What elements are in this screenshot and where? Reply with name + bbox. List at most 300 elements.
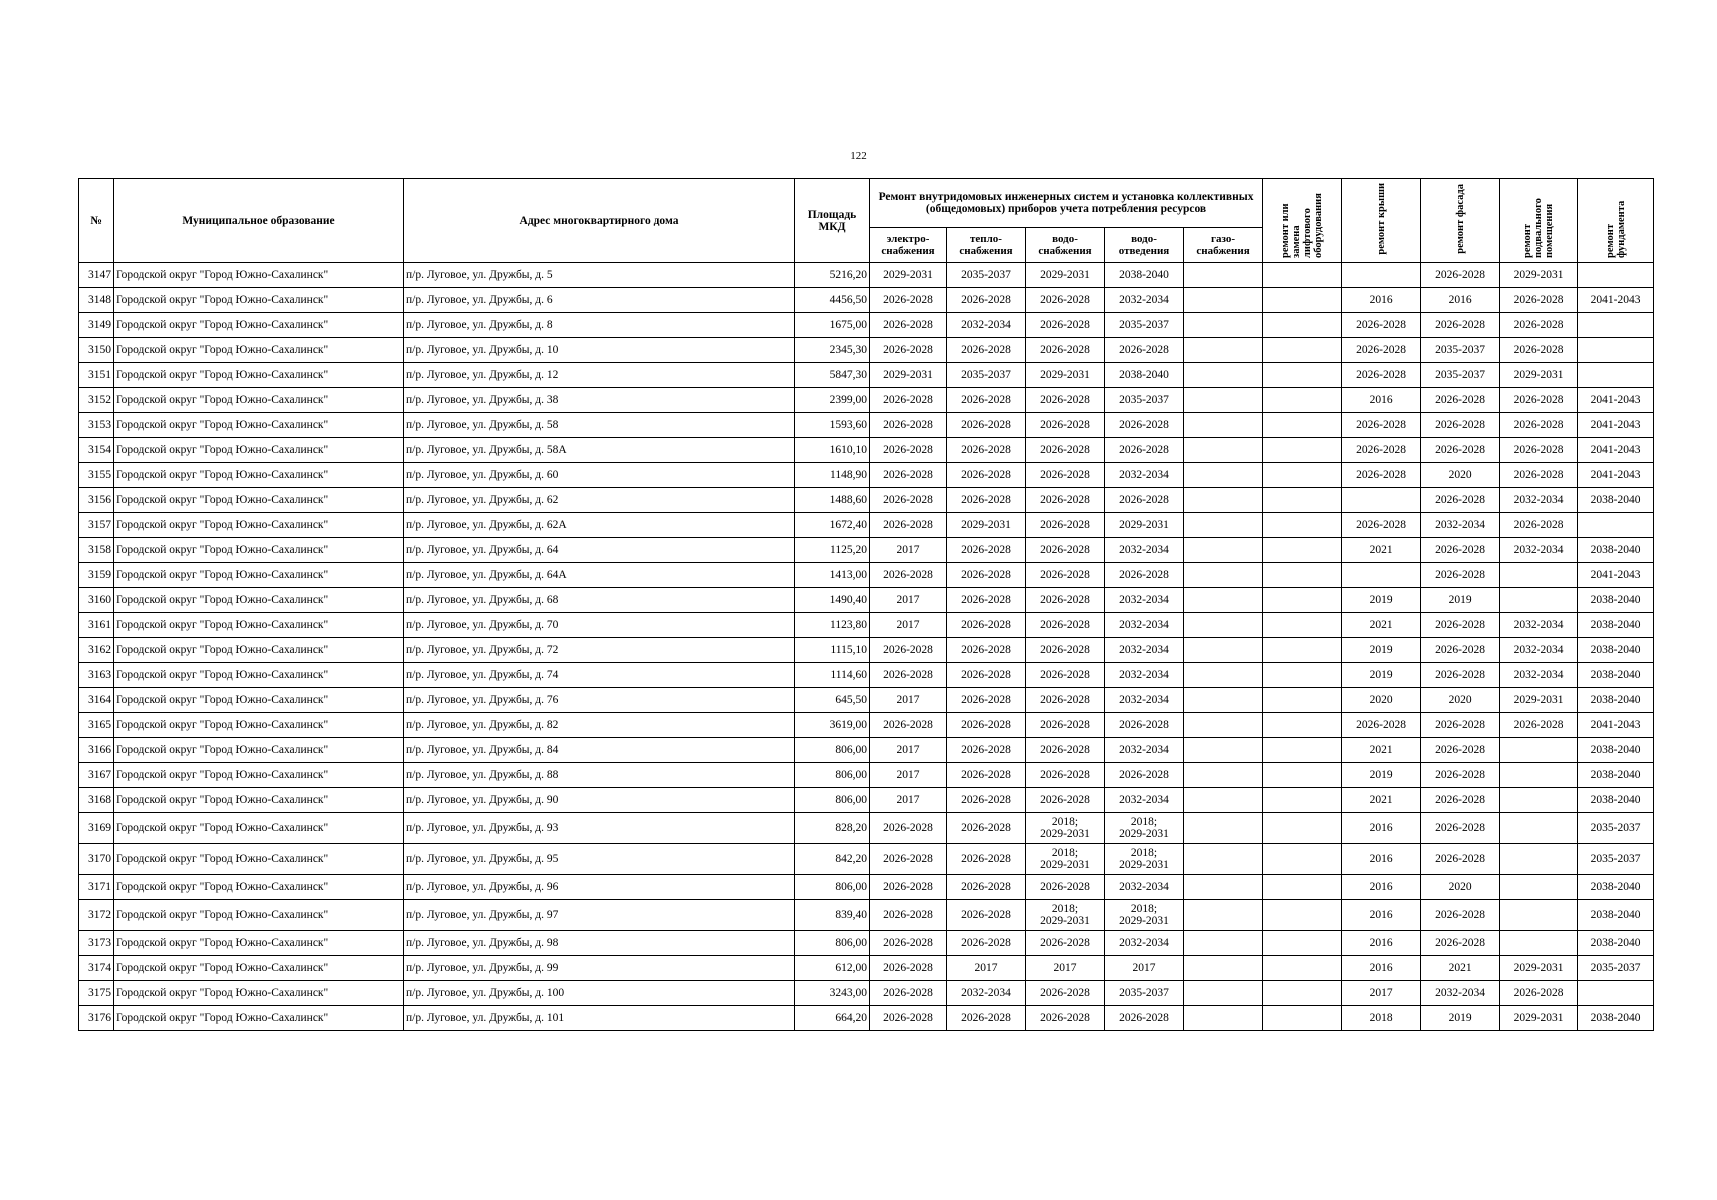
municipality-cell: Городской округ "Город Южно-Сахалинск" [114,588,404,613]
gas-cell [1184,813,1263,844]
heat-cell: 2026-2028 [947,438,1026,463]
table-row [79,813,1654,844]
municipality-cell: Городской округ "Город Южно-Сахалинск" [114,900,404,931]
address-cell: п/р. Луговое, ул. Дружбы, д. 72 [404,638,795,663]
water-cell: 2018; 2029-2031 [1026,900,1105,931]
facade-cell: 2026-2028 [1421,788,1500,813]
address-cell: п/р. Луговое, ул. Дружбы, д. 74 [404,663,795,688]
basement-cell [1500,788,1578,813]
address-cell: п/р. Луговое, ул. Дружбы, д. 97 [404,900,795,931]
table-row [79,1006,1654,1031]
elevator-cell [1263,263,1342,288]
area-cell: 612,00 [795,956,870,981]
address-cell: п/р. Луговое, ул. Дружбы, д. 12 [404,363,795,388]
water-cell: 2026-2028 [1026,1006,1105,1031]
row-number-cell: 3155 [79,463,114,488]
drainage-cell: 2038-2040 [1105,363,1184,388]
gas-cell [1184,1006,1263,1031]
row-number-cell: 3151 [79,363,114,388]
drainage-cell: 2032-2034 [1105,588,1184,613]
heat-cell: 2026-2028 [947,788,1026,813]
water-cell: 2026-2028 [1026,875,1105,900]
table-row [79,438,1654,463]
roof-cell: 2026-2028 [1342,413,1421,438]
address-cell: п/р. Луговое, ул. Дружбы, д. 5 [404,263,795,288]
electro-cell: 2026-2028 [870,1006,947,1031]
roof-cell: 2026-2028 [1342,438,1421,463]
municipality-cell: Городской округ "Город Южно-Сахалинск" [114,488,404,513]
facade-cell: 2026-2028 [1421,563,1500,588]
heat-cell: 2026-2028 [947,463,1026,488]
facade-cell: 2026-2028 [1421,900,1500,931]
gas-cell [1184,738,1263,763]
municipality-cell: Городской округ "Город Южно-Сахалинск" [114,538,404,563]
electro-cell: 2026-2028 [870,663,947,688]
gas-cell [1184,613,1263,638]
municipality-cell: Городской округ "Город Южно-Сахалинск" [114,288,404,313]
electro-cell: 2017 [870,588,947,613]
facade-cell: 2026-2028 [1421,413,1500,438]
drainage-cell: 2018; 2029-2031 [1105,813,1184,844]
address-cell: п/р. Луговое, ул. Дружбы, д. 82 [404,713,795,738]
facade-cell: 2026-2028 [1421,388,1500,413]
electro-cell: 2026-2028 [870,844,947,875]
foundation-cell: 2038-2040 [1578,900,1654,931]
area-cell: 806,00 [795,738,870,763]
area-cell: 1114,60 [795,663,870,688]
drainage-cell: 2026-2028 [1105,763,1184,788]
header-heat: тепло-снабжения [947,228,1026,263]
electro-cell: 2026-2028 [870,931,947,956]
municipality-cell: Городской округ "Город Южно-Сахалинск" [114,638,404,663]
facade-cell: 2032-2034 [1421,513,1500,538]
municipality-cell: Городской округ "Город Южно-Сахалинск" [114,713,404,738]
drainage-cell: 2026-2028 [1105,563,1184,588]
electro-cell: 2026-2028 [870,288,947,313]
row-number-cell: 3173 [79,931,114,956]
facade-cell: 2020 [1421,463,1500,488]
roof-cell: 2019 [1342,663,1421,688]
heat-cell: 2026-2028 [947,763,1026,788]
basement-cell: 2032-2034 [1500,663,1578,688]
water-cell: 2018; 2029-2031 [1026,813,1105,844]
basement-cell: 2032-2034 [1500,488,1578,513]
row-number-cell: 3153 [79,413,114,438]
roof-cell [1342,563,1421,588]
foundation-cell: 2038-2040 [1578,931,1654,956]
foundation-cell [1578,338,1654,363]
roof-cell: 2026-2028 [1342,713,1421,738]
table-row [79,263,1654,288]
drainage-cell: 2032-2034 [1105,288,1184,313]
area-cell: 3619,00 [795,713,870,738]
drainage-cell: 2026-2028 [1105,438,1184,463]
gas-cell [1184,438,1263,463]
basement-cell: 2026-2028 [1500,713,1578,738]
drainage-cell: 2032-2034 [1105,613,1184,638]
foundation-cell: 2038-2040 [1578,763,1654,788]
foundation-cell [1578,263,1654,288]
heat-cell: 2026-2028 [947,613,1026,638]
foundation-cell: 2041-2043 [1578,713,1654,738]
electro-cell: 2029-2031 [870,263,947,288]
basement-cell [1500,844,1578,875]
address-cell: п/р. Луговое, ул. Дружбы, д. 10 [404,338,795,363]
water-cell: 2026-2028 [1026,538,1105,563]
drainage-cell: 2017 [1105,956,1184,981]
header-foundation: ремонт фундамента [1578,179,1654,263]
facade-cell: 2026-2028 [1421,613,1500,638]
municipality-cell: Городской округ "Город Южно-Сахалинск" [114,788,404,813]
drainage-cell: 2038-2040 [1105,263,1184,288]
municipality-cell: Городской округ "Город Южно-Сахалинск" [114,438,404,463]
row-number-cell: 3150 [79,338,114,363]
basement-cell: 2026-2028 [1500,338,1578,363]
facade-cell: 2026-2028 [1421,438,1500,463]
water-cell: 2026-2028 [1026,438,1105,463]
area-cell: 1115,10 [795,638,870,663]
roof-cell: 2016 [1342,288,1421,313]
elevator-cell [1263,563,1342,588]
heat-cell: 2026-2028 [947,288,1026,313]
roof-cell: 2016 [1342,844,1421,875]
municipality-cell: Городской округ "Город Южно-Сахалинск" [114,875,404,900]
row-number-cell: 3167 [79,763,114,788]
gas-cell [1184,538,1263,563]
heat-cell: 2026-2028 [947,663,1026,688]
table-row [79,981,1654,1006]
electro-cell: 2026-2028 [870,981,947,1006]
area-cell: 1672,40 [795,513,870,538]
roof-cell: 2026-2028 [1342,463,1421,488]
gas-cell [1184,463,1263,488]
table-body [79,263,1654,1031]
roof-cell: 2026-2028 [1342,363,1421,388]
area-cell: 3243,00 [795,981,870,1006]
table-row [79,875,1654,900]
header-drainage: водо-отведения [1105,228,1184,263]
roof-cell: 2016 [1342,875,1421,900]
table-row [79,844,1654,875]
header-elevator: ремонт или замена лифтового оборудования [1263,179,1342,263]
water-cell: 2026-2028 [1026,931,1105,956]
drainage-cell: 2032-2034 [1105,738,1184,763]
municipality-cell: Городской округ "Город Южно-Сахалинск" [114,663,404,688]
electro-cell: 2026-2028 [870,313,947,338]
gas-cell [1184,363,1263,388]
table-row [79,788,1654,813]
row-number-cell: 3152 [79,388,114,413]
elevator-cell [1263,981,1342,1006]
water-cell: 2026-2028 [1026,388,1105,413]
drainage-cell: 2032-2034 [1105,788,1184,813]
foundation-cell: 2038-2040 [1578,663,1654,688]
roof-cell: 2018 [1342,1006,1421,1031]
address-cell: п/р. Луговое, ул. Дружбы, д. 68 [404,588,795,613]
foundation-cell: 2038-2040 [1578,1006,1654,1031]
electro-cell: 2017 [870,613,947,638]
elevator-cell [1263,788,1342,813]
gas-cell [1184,763,1263,788]
facade-cell: 2021 [1421,956,1500,981]
foundation-cell [1578,513,1654,538]
basement-cell: 2032-2034 [1500,538,1578,563]
basement-cell: 2029-2031 [1500,688,1578,713]
row-number-cell: 3156 [79,488,114,513]
drainage-cell: 2029-2031 [1105,513,1184,538]
facade-cell: 2026-2028 [1421,844,1500,875]
municipality-cell: Городской округ "Город Южно-Сахалинск" [114,563,404,588]
electro-cell: 2026-2028 [870,338,947,363]
heat-cell: 2026-2028 [947,338,1026,363]
gas-cell [1184,956,1263,981]
roof-cell: 2020 [1342,688,1421,713]
address-cell: п/р. Луговое, ул. Дружбы, д. 76 [404,688,795,713]
electro-cell: 2026-2028 [870,900,947,931]
area-cell: 842,20 [795,844,870,875]
elevator-cell [1263,413,1342,438]
foundation-cell: 2041-2043 [1578,463,1654,488]
header-municipality: Муниципальное образование [114,179,404,263]
roof-cell: 2019 [1342,763,1421,788]
foundation-cell: 2041-2043 [1578,413,1654,438]
address-cell: п/р. Луговое, ул. Дружбы, д. 98 [404,931,795,956]
table-row [79,638,1654,663]
municipality-cell: Городской округ "Город Южно-Сахалинск" [114,363,404,388]
drainage-cell: 2035-2037 [1105,981,1184,1006]
area-cell: 839,40 [795,900,870,931]
electro-cell: 2029-2031 [870,363,947,388]
heat-cell: 2032-2034 [947,981,1026,1006]
elevator-cell [1263,763,1342,788]
facade-cell: 2020 [1421,688,1500,713]
gas-cell [1184,588,1263,613]
elevator-cell [1263,638,1342,663]
electro-cell: 2026-2028 [870,638,947,663]
elevator-cell [1263,900,1342,931]
row-number-cell: 3169 [79,813,114,844]
drainage-cell: 2035-2037 [1105,313,1184,338]
drainage-cell: 2018; 2029-2031 [1105,900,1184,931]
area-cell: 1593,60 [795,413,870,438]
drainage-cell: 2035-2037 [1105,388,1184,413]
municipality-cell: Городской округ "Город Южно-Сахалинск" [114,813,404,844]
header-num: № [79,179,114,263]
row-number-cell: 3166 [79,738,114,763]
gas-cell [1184,788,1263,813]
drainage-cell: 2032-2034 [1105,538,1184,563]
roof-cell: 2026-2028 [1342,513,1421,538]
area-cell: 828,20 [795,813,870,844]
facade-cell: 2019 [1421,1006,1500,1031]
heat-cell: 2026-2028 [947,844,1026,875]
drainage-cell: 2026-2028 [1105,338,1184,363]
address-cell: п/р. Луговое, ул. Дружбы, д. 58А [404,438,795,463]
water-cell: 2026-2028 [1026,638,1105,663]
area-cell: 1675,00 [795,313,870,338]
elevator-cell [1263,663,1342,688]
gas-cell [1184,688,1263,713]
row-number-cell: 3170 [79,844,114,875]
facade-cell: 2026-2028 [1421,313,1500,338]
facade-cell: 2026-2028 [1421,931,1500,956]
header-water: водо-снабжения [1026,228,1105,263]
facade-cell: 2026-2028 [1421,713,1500,738]
elevator-cell [1263,931,1342,956]
water-cell: 2029-2031 [1026,363,1105,388]
table-row [79,388,1654,413]
heat-cell: 2026-2028 [947,588,1026,613]
municipality-cell: Городской округ "Город Южно-Сахалинск" [114,931,404,956]
area-cell: 806,00 [795,875,870,900]
row-number-cell: 3159 [79,563,114,588]
drainage-cell: 2032-2034 [1105,931,1184,956]
electro-cell: 2026-2028 [870,463,947,488]
roof-cell: 2016 [1342,813,1421,844]
foundation-cell: 2038-2040 [1578,538,1654,563]
table-row [79,688,1654,713]
municipality-cell: Городской округ "Город Южно-Сахалинск" [114,513,404,538]
area-cell: 1123,80 [795,613,870,638]
gas-cell [1184,288,1263,313]
basement-cell: 2026-2028 [1500,463,1578,488]
area-cell: 1490,40 [795,588,870,613]
water-cell: 2026-2028 [1026,788,1105,813]
water-cell: 2026-2028 [1026,738,1105,763]
address-cell: п/р. Луговое, ул. Дружбы, д. 99 [404,956,795,981]
row-number-cell: 3148 [79,288,114,313]
area-cell: 5847,30 [795,363,870,388]
water-cell: 2026-2028 [1026,413,1105,438]
elevator-cell [1263,538,1342,563]
roof-cell: 2021 [1342,738,1421,763]
row-number-cell: 3163 [79,663,114,688]
heat-cell: 2029-2031 [947,513,1026,538]
facade-cell: 2026-2028 [1421,813,1500,844]
elevator-cell [1263,288,1342,313]
water-cell: 2029-2031 [1026,263,1105,288]
elevator-cell [1263,338,1342,363]
table-row [79,363,1654,388]
basement-cell [1500,563,1578,588]
address-cell: п/р. Луговое, ул. Дружбы, д. 101 [404,1006,795,1031]
header-area: Площадь МКД [795,179,870,263]
basement-cell [1500,900,1578,931]
row-number-cell: 3165 [79,713,114,738]
table-row [79,463,1654,488]
heat-cell: 2026-2028 [947,738,1026,763]
foundation-cell [1578,363,1654,388]
gas-cell [1184,513,1263,538]
table-row [79,663,1654,688]
area-cell: 1125,20 [795,538,870,563]
electro-cell: 2026-2028 [870,563,947,588]
table-row [79,931,1654,956]
foundation-cell: 2035-2037 [1578,956,1654,981]
header-address: Адрес многоквартирного дома [404,179,795,263]
header-engineering-group: Ремонт внутридомовых инженерных систем и установка коллективных (общедомовых) приборов учета потребления ресурсов [870,179,1263,228]
gas-cell [1184,313,1263,338]
basement-cell: 2026-2028 [1500,288,1578,313]
water-cell: 2026-2028 [1026,488,1105,513]
foundation-cell [1578,981,1654,1006]
drainage-cell: 2026-2028 [1105,1006,1184,1031]
table-row [79,338,1654,363]
electro-cell: 2017 [870,538,947,563]
basement-cell: 2026-2028 [1500,438,1578,463]
water-cell: 2026-2028 [1026,663,1105,688]
basement-cell: 2026-2028 [1500,388,1578,413]
row-number-cell: 3158 [79,538,114,563]
electro-cell: 2017 [870,688,947,713]
drainage-cell: 2032-2034 [1105,663,1184,688]
elevator-cell [1263,713,1342,738]
area-cell: 806,00 [795,763,870,788]
elevator-cell [1263,875,1342,900]
gas-cell [1184,981,1263,1006]
roof-cell: 2021 [1342,538,1421,563]
address-cell: п/р. Луговое, ул. Дружбы, д. 90 [404,788,795,813]
table-row [79,538,1654,563]
heat-cell: 2026-2028 [947,563,1026,588]
basement-cell [1500,738,1578,763]
header-gas: газо-снабжения [1184,228,1263,263]
area-cell: 1148,90 [795,463,870,488]
area-cell: 2399,00 [795,388,870,413]
elevator-cell [1263,688,1342,713]
table-row [79,588,1654,613]
elevator-cell [1263,844,1342,875]
row-number-cell: 3149 [79,313,114,338]
gas-cell [1184,638,1263,663]
elevator-cell [1263,813,1342,844]
elevator-cell [1263,1006,1342,1031]
facade-cell: 2035-2037 [1421,363,1500,388]
electro-cell: 2017 [870,763,947,788]
roof-cell: 2016 [1342,388,1421,413]
foundation-cell: 2038-2040 [1578,688,1654,713]
foundation-cell: 2041-2043 [1578,563,1654,588]
facade-cell: 2026-2028 [1421,538,1500,563]
water-cell: 2026-2028 [1026,588,1105,613]
basement-cell: 2029-2031 [1500,263,1578,288]
gas-cell [1184,388,1263,413]
drainage-cell: 2026-2028 [1105,488,1184,513]
elevator-cell [1263,463,1342,488]
heat-cell: 2026-2028 [947,488,1026,513]
foundation-cell: 2038-2040 [1578,613,1654,638]
table-row [79,738,1654,763]
water-cell: 2026-2028 [1026,563,1105,588]
gas-cell [1184,900,1263,931]
facade-cell: 2019 [1421,588,1500,613]
address-cell: п/р. Луговое, ул. Дружбы, д. 6 [404,288,795,313]
basement-cell: 2029-2031 [1500,956,1578,981]
table-row [79,513,1654,538]
table-row [79,763,1654,788]
drainage-cell: 2032-2034 [1105,688,1184,713]
address-cell: п/р. Луговое, ул. Дружбы, д. 38 [404,388,795,413]
municipality-cell: Городской округ "Город Южно-Сахалинск" [114,956,404,981]
roof-cell [1342,263,1421,288]
municipality-cell: Городской округ "Город Южно-Сахалинск" [114,313,404,338]
water-cell: 2026-2028 [1026,613,1105,638]
elevator-cell [1263,313,1342,338]
heat-cell: 2035-2037 [947,263,1026,288]
electro-cell: 2017 [870,738,947,763]
header-basement: ремонт подвального помещения [1500,179,1578,263]
heat-cell: 2026-2028 [947,900,1026,931]
